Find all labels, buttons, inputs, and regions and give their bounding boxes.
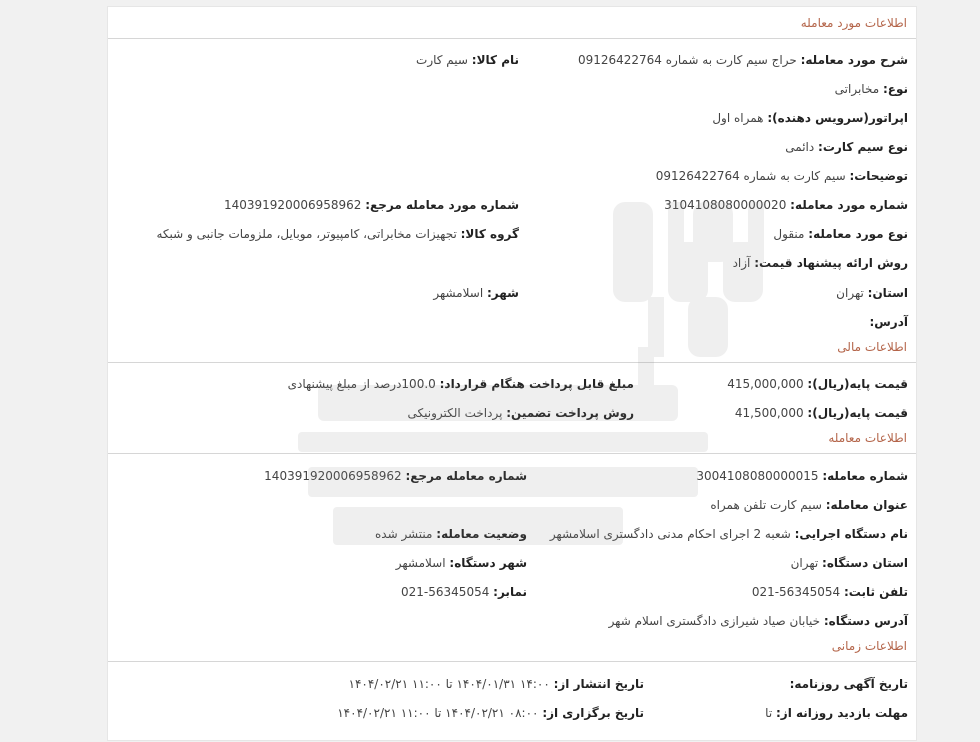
payable-value: 100.0درصد از مبلغ پیشنهادی (287, 377, 436, 391)
transaction-number-value: 3004108080000015 (696, 469, 819, 483)
newspaper-date-field (790, 675, 908, 693)
phone-value: 021-56345054 (751, 585, 841, 599)
transaction-title-value: سیم کارت تلفن همراه (710, 498, 822, 512)
publish-date-label: تاریخ انتشار از: (553, 677, 644, 691)
ref-number-field (224, 196, 519, 214)
divider (108, 661, 916, 662)
executor-value: شعبه 2 اجرای احکام مدنی دادگستری اسلامشهر (549, 527, 791, 541)
hold-date-value: ۰۸:۰۰ ۱۴۰۴/۰۲/۲۱ تا ۱۱:۰۰ ۱۴۰۴/۰۲/۲۱ (337, 706, 539, 720)
operator-field (712, 109, 908, 127)
org-city-field (396, 554, 527, 572)
transaction-ref-value: 140391920006958962 (264, 469, 402, 483)
divider (108, 38, 916, 39)
address-field (869, 313, 908, 331)
sim-type-field (785, 138, 908, 156)
org-address-value: خیابان صیاد شیرازی دادگستری اسلام شهر (608, 614, 821, 628)
base-price-value: 415,000,000 (727, 377, 804, 391)
daily-visit-field (765, 704, 908, 722)
notes-label: توضیحات: (849, 169, 908, 183)
base-price-2-value: 41,500,000 (734, 406, 804, 420)
address-label: آدرس: (869, 315, 908, 329)
item-name-label: نام کالا: (471, 53, 519, 67)
guarantee-method-label: روش پرداخت تضمین: (506, 406, 634, 420)
deal-number-label: شماره مورد معامله: (790, 198, 908, 212)
base-price-2-field (735, 404, 908, 422)
fax-label: نمابر: (493, 585, 527, 599)
transaction-number-field (696, 467, 908, 485)
transaction-title-field (710, 496, 908, 514)
deal-description-value: حراج سیم کارت به شماره 09126422764 (577, 53, 797, 67)
base-price-label: قیمت پایه(ریال): (807, 377, 908, 391)
transaction-status-label: وضعیت معامله: (436, 527, 527, 541)
province-value: تهران (836, 286, 864, 300)
org-province-label: استان دستگاه: (822, 556, 908, 570)
deal-number-value: 3104108080000020 (664, 198, 787, 212)
pricing-method-value: آزاد (732, 256, 751, 270)
transaction-title-label: عنوان معامله: (825, 498, 908, 512)
deal-description-label: شرح مورد معامله: (800, 53, 908, 67)
notes-field (656, 167, 908, 185)
operator-value: همراه اول (712, 111, 764, 125)
product-group-value: تجهیزات مخابراتی، کامپیوتر، موبایل، ملزومات جانبی و شبکه (156, 227, 457, 241)
section-header-deal-info: اطلاعات مورد معامله (800, 16, 907, 30)
base-price-2-label: قیمت پایه(ریال): (807, 406, 908, 420)
product-group-label: گروه کالا: (460, 227, 519, 241)
org-address-label: آدرس دستگاه: (823, 614, 908, 628)
transaction-ref-field (264, 467, 527, 485)
hold-date-field (337, 704, 644, 722)
city-label: شهر: (487, 286, 519, 300)
daily-visit-label: مهلت بازدید روزانه از: (776, 706, 908, 720)
item-name-field (416, 51, 519, 69)
transaction-number-label: شماره معامله: (822, 469, 908, 483)
deal-description-field (578, 51, 908, 69)
sim-type-value: دائمی (785, 140, 815, 154)
transaction-ref-label: شماره معامله مرجع: (405, 469, 527, 483)
deal-kind-label: نوع مورد معامله: (808, 227, 908, 241)
ref-number-label: شماره مورد معامله مرجع: (365, 198, 519, 212)
publish-date-value: ۱۴:۰۰ ۱۴۰۴/۰۱/۳۱ تا ۱۱:۰۰ ۱۴۰۴/۰۲/۲۱ (348, 677, 550, 691)
deal-details-panel (107, 6, 917, 741)
sim-type-label: نوع سیم کارت: (818, 140, 908, 154)
executor-field (550, 525, 908, 543)
city-value: اسلامشهر (433, 286, 484, 300)
org-province-field (791, 554, 908, 572)
org-city-value: اسلامشهر (395, 556, 446, 570)
operator-label: اپراتور(سرویس دهنده): (767, 111, 908, 125)
org-city-label: شهر دستگاه: (449, 556, 527, 570)
daily-visit-value: تا (765, 706, 773, 720)
transaction-status-field (375, 525, 527, 543)
phone-field (752, 583, 908, 601)
deal-number-field (664, 196, 908, 214)
org-address-field (609, 612, 908, 630)
deal-kind-value: منقول (773, 227, 805, 241)
city-field (433, 284, 519, 302)
section-header-transaction: اطلاعات معامله (828, 431, 907, 445)
guarantee-method-value: پرداخت الکترونیکی (407, 406, 503, 420)
type-label: نوع: (882, 82, 908, 96)
fax-value: 021-56345054 (401, 585, 490, 599)
pricing-method-label: روش ارائه پیشنهاد قیمت: (754, 256, 908, 270)
province-label: استان: (867, 286, 908, 300)
item-name-value: سیم کارت (416, 53, 468, 67)
base-price-field (727, 375, 908, 393)
section-header-timing: اطلاعات زمانی (831, 639, 907, 653)
publish-date-field (349, 675, 644, 693)
payable-field (288, 375, 634, 393)
guarantee-method-field (408, 404, 634, 422)
type-value: مخابراتی (834, 82, 880, 96)
deal-kind-field (773, 225, 908, 243)
transaction-status-value: منتشر شده (374, 527, 433, 541)
phone-label: تلفن ثابت: (843, 585, 908, 599)
hold-date-label: تاریخ برگزاری از: (542, 706, 644, 720)
pricing-method-field (733, 254, 908, 272)
type-field (835, 80, 908, 98)
divider (108, 362, 916, 363)
payable-label: مبلغ قابل پرداخت هنگام قرارداد: (439, 377, 634, 391)
org-province-value: تهران (790, 556, 819, 570)
product-group-field (156, 225, 519, 243)
section-header-financial: اطلاعات مالی (837, 340, 907, 354)
province-field (836, 284, 908, 302)
fax-field (401, 583, 527, 601)
notes-value: سیم کارت به شماره 09126422764 (655, 169, 846, 183)
newspaper-date-label: تاریخ آگهی روزنامه: (789, 677, 908, 691)
divider (108, 453, 916, 454)
ref-number-value: 140391920006958962 (223, 198, 362, 212)
executor-label: نام دستگاه اجرایی: (794, 527, 908, 541)
